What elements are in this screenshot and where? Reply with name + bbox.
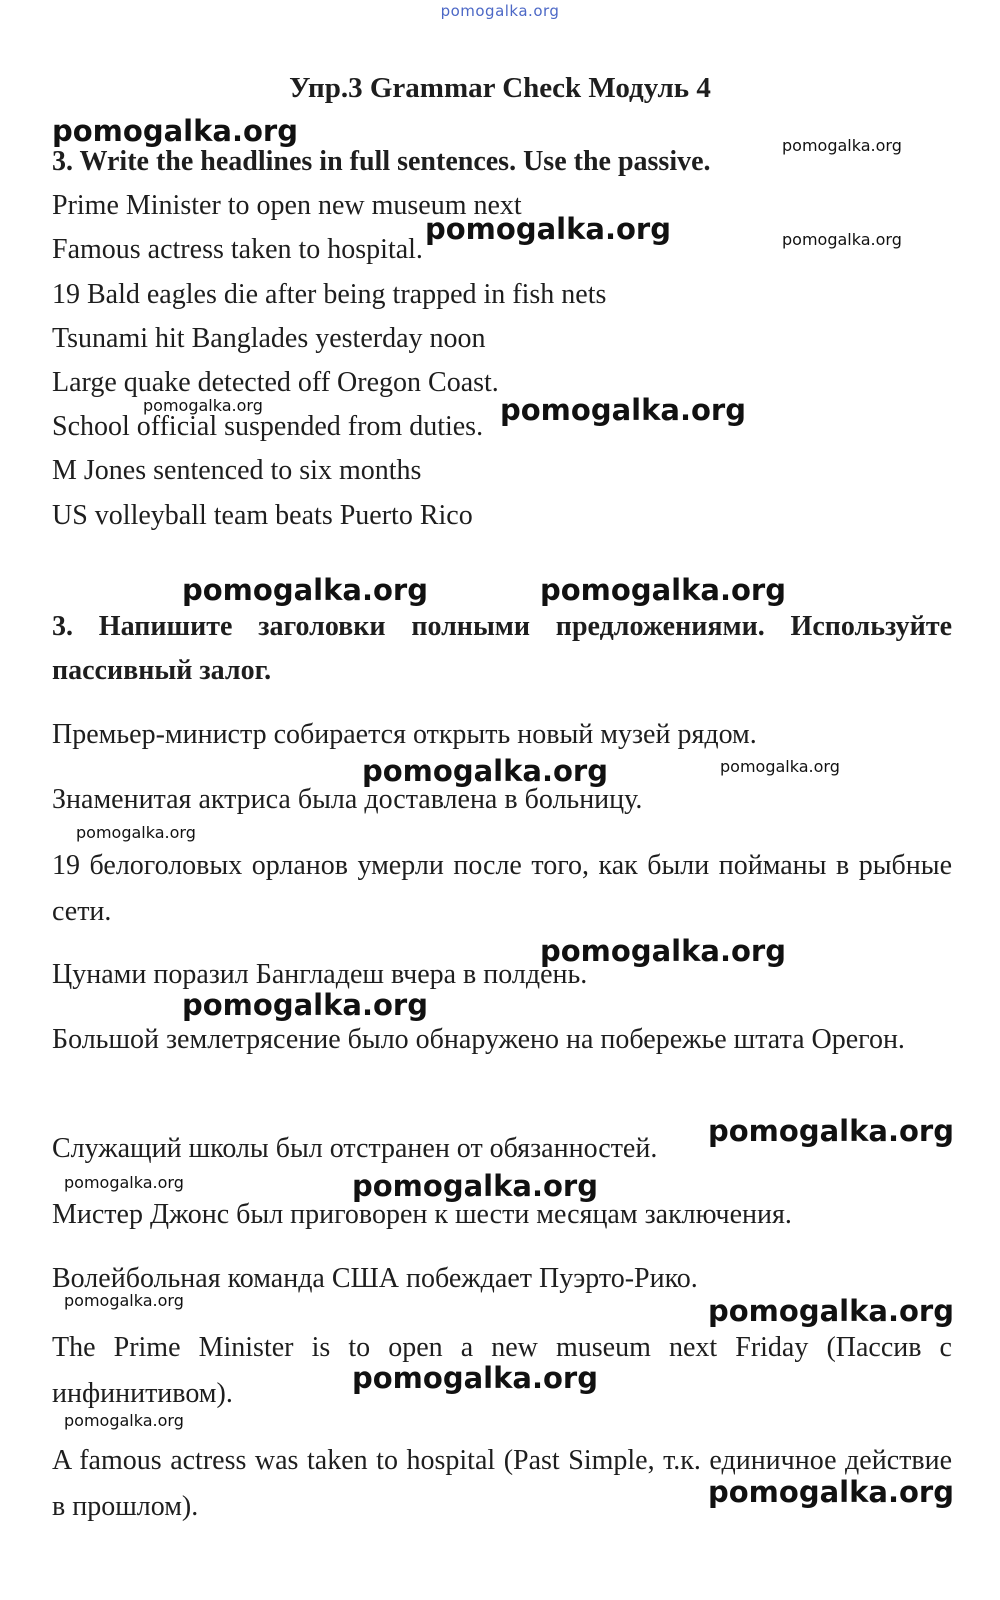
headline-line: Famous actress taken to hospital. [52, 234, 423, 265]
translation-line: Цунами поразил Бангладеш вчера в полдень. [52, 959, 588, 990]
watermark: pomogalka.org [782, 136, 902, 155]
header-watermark: pomogalka.org [440, 2, 560, 20]
translation-line: Служащий школы был отстранен от обязанностей. [52, 1133, 658, 1164]
headline-line: Tsunami hit Banglades yesterday noon [52, 323, 486, 354]
headline-line: Large quake detected off Oregon Coast. [52, 367, 499, 398]
headline-line: US volleyball team beats Puerto Rico [52, 500, 473, 531]
watermark: pomogalka.org [500, 393, 746, 427]
watermark: pomogalka.org [782, 230, 902, 249]
translation-paragraph: Большой землетрясение было обнаружено на побережье штата Орегон. [52, 1024, 905, 1055]
translation-line: Знаменитая актриса была доставлена в больницу. [52, 784, 643, 815]
watermark: pomogalka.org [64, 1411, 184, 1430]
watermark: pomogalka.org [143, 396, 263, 415]
translation-paragraph: 19 белоголовых орланов умерли после того, как были пойманы в рыбные сети. [52, 850, 952, 927]
watermark: pomogalka.org [64, 1173, 184, 1192]
task-heading-en: 3. Write the headlines in full sentences. Use the passive. [52, 146, 711, 177]
watermark: pomogalka.org [540, 573, 786, 607]
watermark: pomogalka.org [708, 1294, 954, 1328]
translation-line: Мистер Джонс был приговорен к шести месяцам заключения. [52, 1199, 792, 1230]
watermark: pomogalka.org [52, 114, 298, 148]
task-heading-ru: 3. Напишите заголовки полными предложениями. Используйте пассивный залог. [52, 611, 952, 686]
watermark: pomogalka.org [362, 754, 608, 788]
watermark: pomogalka.org [425, 212, 671, 246]
headline-line: M Jones sentenced to six months [52, 455, 422, 486]
answer-paragraph: A famous actress was taken to hospital (Past Simple, т.к. единичное действие в прошлом). [52, 1445, 952, 1522]
watermark: pomogalka.org [352, 1361, 598, 1395]
watermark: pomogalka.org [708, 1114, 954, 1148]
watermark: pomogalka.org [182, 988, 428, 1022]
watermark: pomogalka.org [720, 757, 840, 776]
headline-line: School official suspended from duties. [52, 411, 484, 442]
headline-line: Prime Minister to open new museum next [52, 190, 522, 221]
headline-line: 19 Bald eagles die after being trapped in fish nets [52, 279, 607, 310]
watermark: pomogalka.org [76, 823, 196, 842]
translation-line: Премьер-министр собирается открыть новый музей рядом. [52, 719, 757, 750]
answer-paragraph: The Prime Minister is to open a new museum next Friday (Пассив с инфинитивом). [52, 1332, 952, 1409]
translation-line: Волейбольная команда США побеждает Пуэрто-Рико. [52, 1263, 698, 1294]
page-title: Упр.3 Grammar Check Модуль 4 [289, 72, 711, 104]
watermark: pomogalka.org [708, 1475, 954, 1509]
watermark: pomogalka.org [352, 1169, 598, 1203]
watermark: pomogalka.org [64, 1291, 184, 1310]
watermark: pomogalka.org [182, 573, 428, 607]
watermark: pomogalka.org [540, 934, 786, 968]
